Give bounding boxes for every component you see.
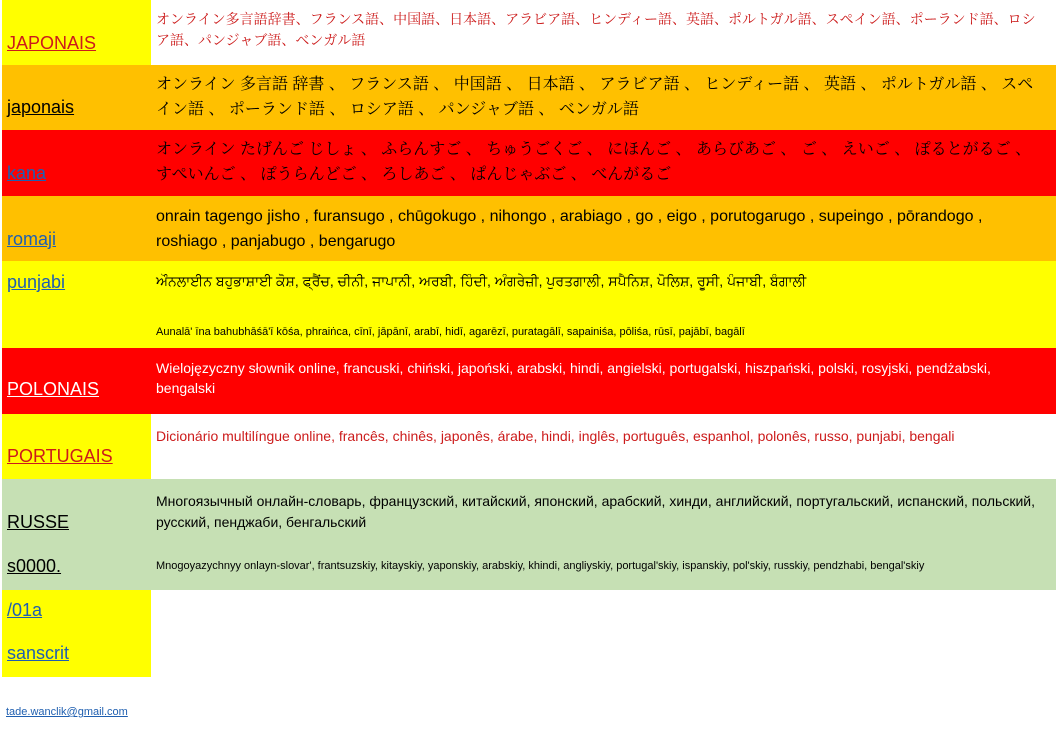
label-cell xyxy=(2,65,151,130)
label-cell xyxy=(2,0,151,65)
link-russe[interactable]: RUSSE xyxy=(7,512,70,532)
label-cell xyxy=(2,414,151,479)
japanese-text: オンライン多言語辞書、フランス語、中国語、日本語、アラビア語、ヒンディー語、英語、ポルトガル語、スペイン語、ポーランド語、ロシア語、パンジャブ語、ベンガル語 xyxy=(156,11,1036,48)
label-cell xyxy=(2,261,151,348)
row-kana xyxy=(2,130,1056,196)
japanese-spaced-text: オンライン 多言語 辞書 、 フランス語 、 中国語 、 日本語 、 アラビア語 、 ヒンディー語 、 英語 、 ポルトガル語 、 スペイン語 、 ポーランド語 、 ロシア語 、 パンジャブ語 、 ベンガル語 xyxy=(156,76,1034,118)
kana-text: オンライン たげんご じしょ 、 ふらんすご 、 ちゅうごくご 、 にほんご 、 あらびあご 、 ご 、 えいご 、 ぽるとがるご 、 すぺいんご 、 ぽうらんどご 、 ろしあご 、 ぱんじゃぶご 、 べんがるご xyxy=(156,141,1032,183)
text-cell xyxy=(151,0,1056,65)
link-japonais-lower[interactable]: japonais xyxy=(7,97,75,117)
row-polonais xyxy=(2,348,1056,414)
row-russe xyxy=(2,479,1056,590)
link-01a[interactable]: /01a xyxy=(7,600,43,620)
text-cell xyxy=(151,130,1056,196)
link-punjabi[interactable]: punjabi xyxy=(7,272,66,292)
row-extra-links xyxy=(2,590,1056,677)
label-cell xyxy=(2,348,151,414)
polish-text: Wielojęzyczny słownik online, francuski, chiński, japoński, arabski, hindi, angielski, portugalski, hiszpański, polski, rosyjski, pendżabski, bengalski xyxy=(156,360,991,396)
link-kana[interactable]: kana xyxy=(7,163,47,183)
label-cell xyxy=(2,130,151,196)
row-punjabi xyxy=(2,261,1056,348)
text-cell xyxy=(151,348,1056,414)
text-cell xyxy=(151,479,1056,590)
label-cell xyxy=(2,590,151,677)
link-sanscrit[interactable]: sanscrit xyxy=(7,643,70,663)
label-cell xyxy=(2,479,151,590)
text-cell xyxy=(151,196,1056,261)
link-s0000[interactable]: s0000. xyxy=(7,556,62,576)
link-romaji[interactable]: romaji xyxy=(7,229,57,249)
text-cell xyxy=(151,261,1056,348)
romaji-text: onrain tagengo jisho , furansugo , chūgokugo , nihongo , arabiago , go , eigo , porutogarugo , supeingo , pōrandogo , roshiago , panjabugo , bengarugo xyxy=(156,208,983,250)
row-japonais xyxy=(2,0,1056,65)
link-japonais[interactable]: JAPONAIS xyxy=(7,33,97,53)
russian-transliteration: Mnogoyazychnyy onlayn-slovar', frantsuzskiy, kitayskiy, yaponskiy, arabskiy, khindi, angliyskiy, portugal'skiy, ispanskiy, pol'skiy, russkiy, pendzhabi, bengal'skiy xyxy=(156,560,925,572)
text-cell xyxy=(151,414,1056,479)
link-portugais[interactable]: PORTUGAIS xyxy=(7,446,113,466)
punjabi-text: ਔਨਲਾਈਨ ਬਹੁਭਾਸ਼ਾਈ ਕੋਸ਼, ਫ੍ਰੈਂਚ, ਚੀਨੀ, ਜਾਪਾਨੀ, ਅਰਬੀ, ਹਿੰਦੀ, ਅੰਗਰੇਜ਼ੀ, ਪੁਰਤਗਾਲੀ, ਸਪੈਨਿਸ਼, ਪੋਲਿਸ਼, ਰੂਸੀ, ਪੰਜਾਬੀ, ਬੰਗਾਲੀ xyxy=(156,273,807,289)
russian-text: Многоязычный онлайн-словарь, французский, китайский, японский, арабский, хинди, английский, португальский, испанский, польский, русский, пенджаби, бенгальский xyxy=(156,493,1035,530)
link-polonais[interactable]: POLONAIS xyxy=(7,379,100,399)
punjabi-transliteration: Aunalā' īna bahubhāśā'ī kōśa, phraiṅca, cīnī, jāpānī, arabī, hidī, agarēzī, puratagālī, sapainiśa, pōliśa, rūsī, pajābī, bagālī xyxy=(156,326,745,338)
email-link[interactable]: tade.wanclik@gmail.com xyxy=(6,706,128,718)
portuguese-text: Dicionário multilíngue online, francês, chinês, japonês, árabe, hindi, inglês, português, espanhol, polonês, russo, punjabi, bengali xyxy=(156,428,955,444)
text-cell xyxy=(151,65,1056,130)
row-japonais-spaced xyxy=(2,65,1056,130)
label-cell xyxy=(2,196,151,261)
row-portugais xyxy=(2,414,1056,479)
row-romaji xyxy=(2,196,1056,261)
